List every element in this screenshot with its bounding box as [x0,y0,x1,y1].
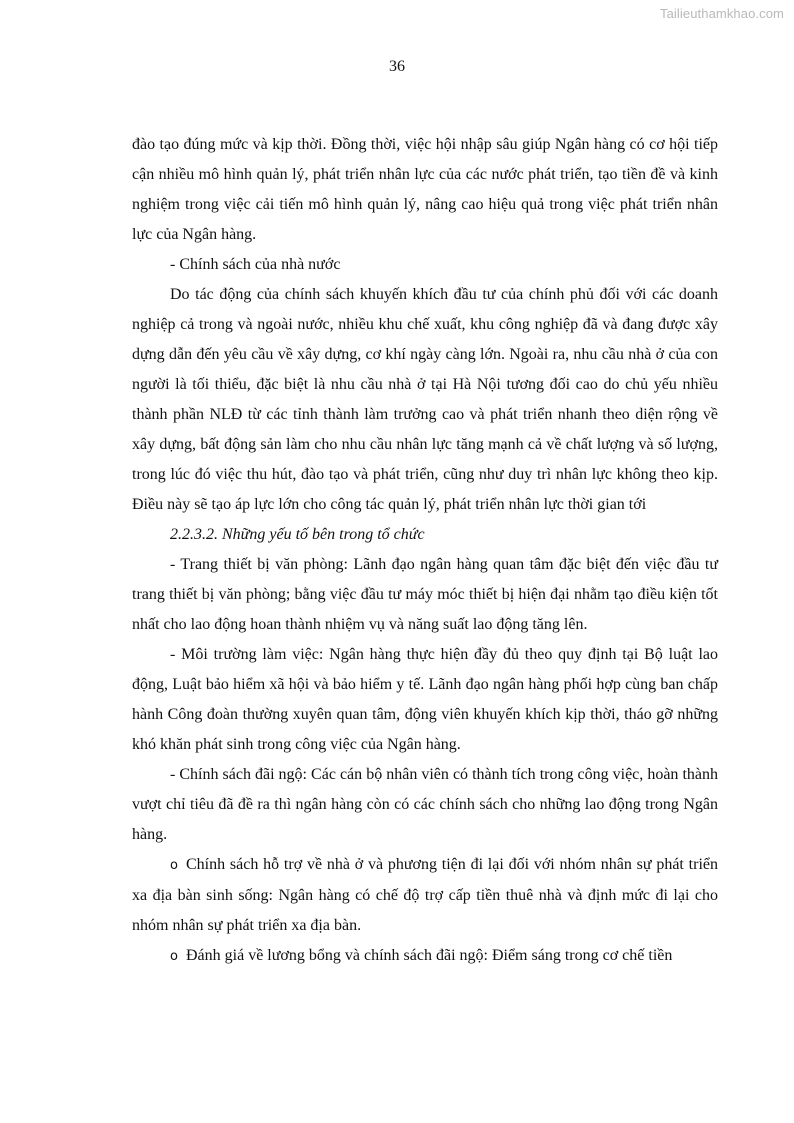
document-body [132,130,718,972]
bullet-circle-icon: o [170,949,178,964]
bullet-circle-icon: o [170,858,178,873]
bullet-item [132,941,718,972]
bullet-text: Đánh giá về lương bổng và chính sách đãi ngộ: Điểm sáng trong cơ chế tiền [186,947,673,964]
bullet-item [132,850,718,941]
watermark-text: Tailieuthamkhao.com [659,6,784,21]
page-number: 36 [389,58,405,75]
paragraph: - Môi trường làm việc: Ngân hàng thực hiện đầy đủ theo quy định tại Bộ luật lao động, Luật bảo hiểm xã hội và bảo hiểm y tế. Lãnh đạo ngân hàng phối hợp cùng ban chấp hành Công đoàn thường xuyên quan tâm, động viên khuyến khích kịp thời, tháo gỡ những khó khăn phát sinh trong công việc của Ngân hàng. [132,646,718,753]
paragraph: - Chính sách của nhà nước [170,256,341,273]
paragraph: - Chính sách đãi ngộ: Các cán bộ nhân viên có thành tích trong công việc, hoàn thành vượt chỉ tiêu đã đề ra thì ngân hàng còn có các chính sách cho những lao động trong Ngân hàng. [132,766,718,843]
paragraph: đào tạo đúng mức và kịp thời. Đồng thời, việc hội nhập sâu giúp Ngân hàng có cơ hội tiếp cận nhiều mô hình quản lý, phát triển nhân lực của các nước phát triển, tạo tiền đề và kinh nghiệm trong việc cải tiến mô hình quản lý, nâng cao hiệu quả trong việc phát triển nhân lực của Ngân hàng. [132,136,718,243]
bullet-text: Chính sách hỗ trợ về nhà ở và phương tiện đi lại đối với nhóm nhân sự phát triển xa địa bàn sinh sống: Ngân hàng có chế độ trợ cấp tiền thuê nhà và định mức đi lại cho nhóm nhân sự phát triển xa địa bàn. [132,856,718,934]
paragraph: - Trang thiết bị văn phòng: Lãnh đạo ngân hàng quan tâm đặc biệt đến việc đầu tư trang thiết bị văn phòng; bằng việc đầu tư máy móc thiết bị hiện đại nhằm tạo điều kiện tốt nhất cho lao động hoan thành nhiệm vụ và năng suất lao động tăng lên. [132,556,718,633]
section-heading: 2.2.3.2. Những yếu tố bên trong tổ chức [170,526,425,543]
paragraph: Do tác động của chính sách khuyến khích đầu tư của chính phủ đối với các doanh nghiệp cả trong và ngoài nước, nhiều khu chế xuất, khu công nghiệp đã và đang được xây dựng dẫn đến yêu cầu về xây dựng, cơ khí ngày càng lớn. Ngoài ra, nhu cầu nhà ở của con người là tối thiểu, đặc biệt là nhu cầu nhà ở tại Hà Nội tương đối cao do chủ yếu nhiều thành phần NLĐ từ các tỉnh thành làm trưởng cao và phát triển nhanh theo diện rộng về xây dựng, bất động sản làm cho nhu cầu nhân lực tăng mạnh cả về chất lượng và số lượng, trong lúc đó việc thu hút, đào tạo và phát triển, cũng như duy trì nhân lực không theo kịp. Điều này sẽ tạo áp lực lớn cho công tác quản lý, phát triển nhân lực thời gian tới [132,286,718,513]
